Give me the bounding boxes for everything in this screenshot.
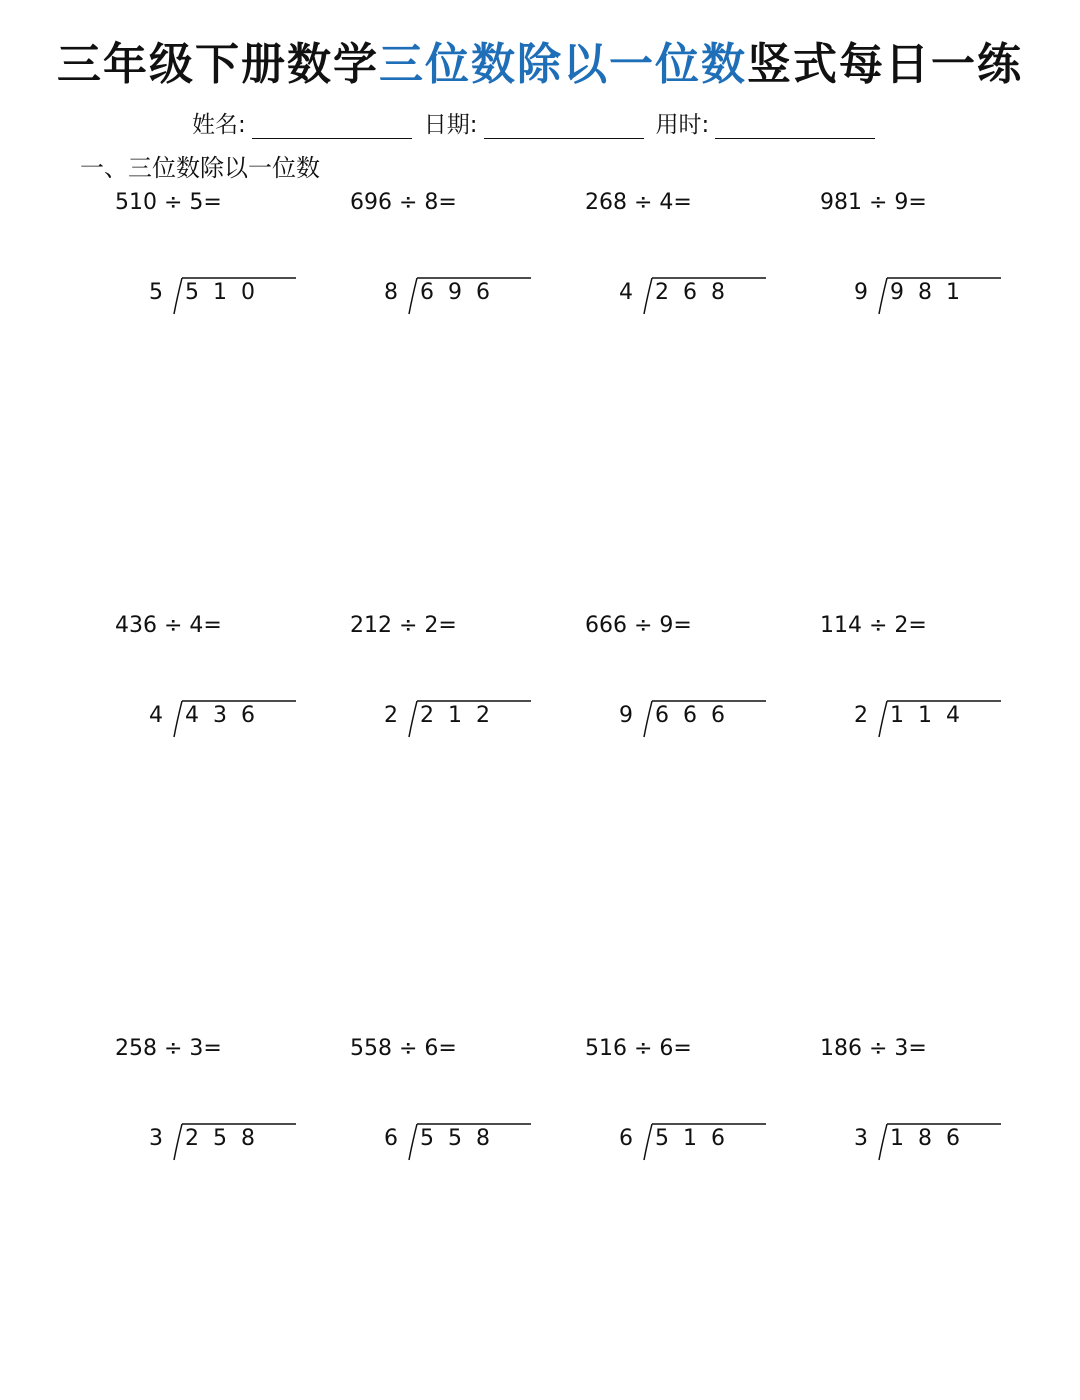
equation: 186 ÷ 3= — [820, 1036, 927, 1061]
problem-8 — [820, 613, 1020, 773]
long-division — [384, 1122, 514, 1162]
section-title: 一、三位数除以一位数 — [80, 154, 320, 182]
equation: 696 ÷ 8= — [350, 190, 457, 215]
long-division — [619, 1122, 749, 1162]
dividend: 516 — [655, 1126, 739, 1151]
equation: 268 ÷ 4= — [585, 190, 692, 215]
long-division — [854, 276, 984, 316]
equation: 212 ÷ 2= — [350, 613, 457, 638]
problem-1 — [115, 190, 315, 350]
long-division — [619, 276, 749, 316]
name-label: 姓名: — [192, 112, 246, 138]
problem-11 — [585, 1036, 785, 1196]
dividend: 114 — [890, 703, 974, 728]
long-division — [619, 699, 749, 739]
title-part-grade: 三年级下册数学 — [57, 39, 379, 90]
divisor: 9 — [619, 703, 633, 728]
divisor: 6 — [619, 1126, 633, 1151]
dividend: 981 — [890, 280, 974, 305]
long-division — [149, 1122, 279, 1162]
equation: 666 ÷ 9= — [585, 613, 692, 638]
date-blank[interactable] — [484, 114, 644, 139]
long-division — [854, 1122, 984, 1162]
problem-5 — [115, 613, 315, 773]
long-division — [149, 276, 279, 316]
title-part-practice: 竖式每日一练 — [747, 39, 1023, 90]
dividend: 436 — [185, 703, 269, 728]
dividend: 558 — [420, 1126, 504, 1151]
divisor: 6 — [384, 1126, 398, 1151]
long-division — [854, 699, 984, 739]
dividend: 696 — [420, 280, 504, 305]
divisor: 5 — [149, 280, 163, 305]
long-division — [384, 699, 514, 739]
dividend: 510 — [185, 280, 269, 305]
problem-7 — [585, 613, 785, 773]
divisor: 3 — [149, 1126, 163, 1151]
time-label: 用时: — [655, 112, 710, 138]
equation: 510 ÷ 5= — [115, 190, 222, 215]
divisor: 8 — [384, 280, 398, 305]
divisor: 4 — [619, 280, 633, 305]
problem-6 — [350, 613, 550, 773]
long-division — [384, 276, 514, 316]
divisor: 2 — [854, 703, 868, 728]
page-title — [0, 28, 1080, 92]
long-division — [149, 699, 279, 739]
divisor: 4 — [149, 703, 163, 728]
problem-10 — [350, 1036, 550, 1196]
equation: 436 ÷ 4= — [115, 613, 222, 638]
problem-3 — [585, 190, 785, 350]
problem-12 — [820, 1036, 1020, 1196]
dividend: 268 — [655, 280, 739, 305]
equation: 516 ÷ 6= — [585, 1036, 692, 1061]
divisor: 3 — [854, 1126, 868, 1151]
equation: 981 ÷ 9= — [820, 190, 927, 215]
title-part-topic: 三位数除以一位数 — [379, 39, 747, 90]
equation: 114 ÷ 2= — [820, 613, 927, 638]
divisor: 2 — [384, 703, 398, 728]
dividend: 666 — [655, 703, 739, 728]
name-blank[interactable] — [252, 114, 412, 139]
problem-9 — [115, 1036, 315, 1196]
dividend: 258 — [185, 1126, 269, 1151]
equation: 558 ÷ 6= — [350, 1036, 457, 1061]
problem-4 — [820, 190, 1020, 350]
divisor: 9 — [854, 280, 868, 305]
student-info-row — [192, 106, 887, 139]
problem-2 — [350, 190, 550, 350]
date-label: 日期: — [423, 112, 478, 138]
equation: 258 ÷ 3= — [115, 1036, 222, 1061]
dividend: 212 — [420, 703, 504, 728]
time-blank[interactable] — [715, 114, 875, 139]
dividend: 186 — [890, 1126, 974, 1151]
